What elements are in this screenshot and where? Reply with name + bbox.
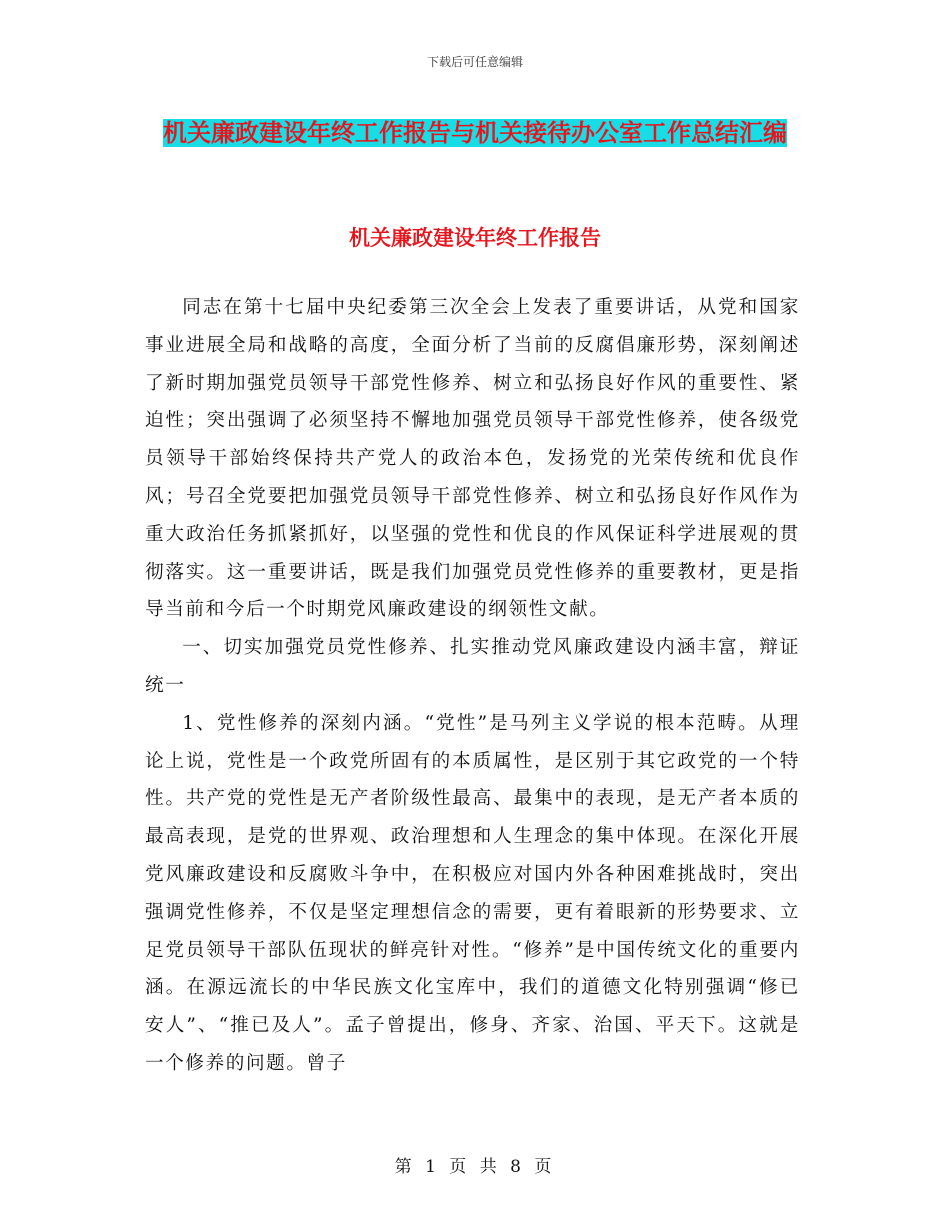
paragraph-intro: 同志在第十七届中央纪委第三次全会上发表了重要讲话，从党和国家事业进展全局和战略的高度，全面分析了当前的反腐倡廉形势，深刻阐述了新时期加强党员领导干部党性修养、树立和弘扬良好作风的重要性、紧迫性；突出强调了必须坚持不懈地加强党员领导干部党性修养，使各级党员领导干部始终保持共产党人的政治本色，发扬党的光荣传统和优良作风；号召全党要把加强党员领导干部党性修养、树立和弘扬良好作风作为重大政治任务抓紧抓好，以坚强的党性和优良的作风保证科学进展观的贯彻落实。这一重要讲话，既是我们加强党员党性修养的重要教材，更是指导当前和今后一个时期党风廉政建设的纲领性文献。 xyxy=(145,297,800,621)
main-title-text: 机关廉政建设年终工作报告与机关接待办公室工作总结汇编 xyxy=(163,119,787,147)
document-body xyxy=(145,289,800,1083)
page-footer: 第 1 页 共 8 页 xyxy=(394,1157,556,1177)
header-note: 下载后可任意编辑 xyxy=(426,55,523,69)
paragraph-party-spirit: 1、党性修养的深刻内涵。“党性”是马列主义学说的根本范畴。从理论上说，党性是一个政党所固有的本质属性，是区别于其它政党的一个特性。共产党的党性是无产者阶级性最高、最集中的表现，是无产者本质的最高表现，是党的世界观、政治理想和人生理念的集中体现。在深化开展党风廉政建设和反腐败斗争中，在积极应对国内外各种困难挑战时，突出强调党性修养，不仅是坚定理想信念的需要，更有着眼新的形势要求、立足党员领导干部队伍现状的鲜亮针对性。“修养”是中国传统文化的重要内涵。在源远流长的中华民族文化宝库中，我们的道德文化特别强调“修已安人”、“推已及人”。孟子曾提出，修身、齐家、治国、平天下。这就是一个修养的问题。曾子 xyxy=(145,712,800,1074)
paragraph-heading-1: 一、切实加强党员党性修养、扎实推动党风廉政建设内涵丰富，辩证统一 xyxy=(145,637,800,696)
section-title: 机关廉政建设年终工作报告 xyxy=(349,226,601,250)
main-title xyxy=(145,108,805,159)
